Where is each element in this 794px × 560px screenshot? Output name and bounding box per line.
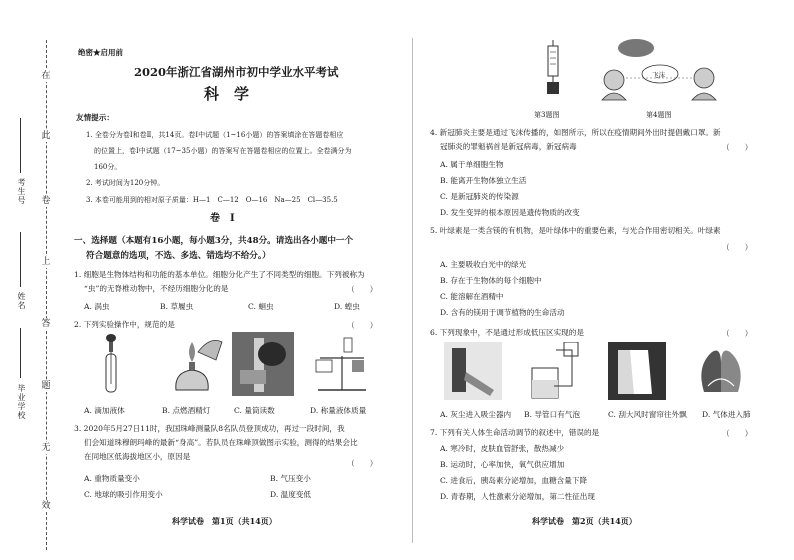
- q6-option: B. 导管口有气泡: [524, 410, 580, 419]
- page-footer: 科学试卷 第1页（共14页）: [172, 516, 277, 526]
- q6-option: D. 气体进入肺: [702, 410, 751, 419]
- q1-stem: “虫”的无脊椎动物中，不经历细胞分化的是: [84, 284, 229, 293]
- q6-stem: 6. 下列现象中，不是通过形成低压区实现的是: [430, 328, 584, 337]
- q2-option: B. 点燃酒精灯: [162, 406, 211, 415]
- q5-option: D. 含有的镁用于调节植物的生命活动: [440, 308, 565, 317]
- q3-stem: 们会知道珠穆朗玛峰的最新“身高”。若队员在珠峰顶做图示实验，测得的结果会比: [84, 438, 358, 447]
- binding-char: 效: [39, 500, 53, 512]
- q2-option: D. 称量液体质量: [310, 406, 367, 415]
- binding-char: 卷: [39, 195, 53, 207]
- subject-title: 科 学: [204, 85, 250, 103]
- q5-option: A. 主要吸收白光中的绿光: [440, 260, 527, 269]
- section-heading: 符合题意的选项，不选、多选、错选均不给分。）: [86, 251, 271, 261]
- q2-option: A. 滴加液体: [84, 406, 125, 415]
- fig4-caption: 第4题图: [646, 111, 672, 119]
- notice-line: 160分。: [94, 163, 122, 171]
- q2-answer-paren: （ ）: [347, 321, 378, 330]
- binding-dashed-line: [46, 40, 47, 550]
- q7-option: D. 青春期，人性激素分泌增加，第二性征出现: [440, 492, 595, 501]
- binding-char: 上: [39, 256, 53, 268]
- q5-option: B. 存在于生物体的每个细胞中: [440, 276, 542, 285]
- exam-title: 2020年浙江省湖州市初中学业水平考试: [134, 65, 339, 79]
- q3-option: C. 地球的吸引作用变小: [84, 490, 163, 499]
- lung-figure: [692, 342, 750, 400]
- q1-option: D. 蝗虫: [334, 302, 360, 311]
- section-heading: 一、选择题（本题有16小题，每小题3分，共48分。请选出各小题中一个: [74, 236, 354, 246]
- q3-stem: 3. 2020年5月27日11时，我国珠峰测量队8名队员登顶成功，再过一段时间，我: [74, 424, 345, 433]
- cylinder-reading-figure: [232, 332, 294, 396]
- q4-stem: 4. 新冠肺炎主要是通过飞沫传播的，如图所示，所以在疫情期间外出时提倡戴口罩。新: [430, 128, 721, 137]
- q7-option: A. 寒冷时，皮肤血管舒张，散热减少: [440, 444, 565, 453]
- q4-stem: 冠肺炎的罪魁祸首是新冠病毒，新冠病毒: [440, 142, 577, 151]
- q1-option: C. 蛔虫: [248, 302, 274, 311]
- q1-option: A. 涡虫: [84, 302, 110, 311]
- binding-char: 答: [39, 318, 53, 330]
- notice-line: 2. 考试时间为120分钟。: [86, 179, 165, 187]
- q5-option: C. 能溶解在酒精中: [440, 292, 504, 301]
- dropper-figure: [86, 334, 136, 396]
- alcohol-lamp-figure: [164, 332, 224, 396]
- q7-option: B. 运动时，心率加快，氧气供应增加: [440, 460, 565, 469]
- page-2: [428, 38, 768, 553]
- gas-bubble-figure: [526, 342, 584, 400]
- q5-stem: 5. 叶绿素是一类含镁的有机物，是叶绿体中的重要色素，与光合作用密切相关。叶绿素: [430, 226, 721, 235]
- q2-stem: 2. 下列实验操作中，规范的是: [74, 320, 175, 329]
- q3-option: B. 气压变小: [270, 474, 311, 483]
- q3-option: D. 温度变低: [270, 490, 312, 499]
- q3-option: A. 重物质量变小: [84, 474, 140, 483]
- page-divider: [412, 38, 413, 543]
- q4-option: C. 是新冠肺炎的传染源: [440, 192, 519, 201]
- q3-stem: 在同地区低海拔地区小，原因是: [84, 452, 191, 461]
- q3-answer-paren: （ ）: [347, 459, 378, 468]
- vacuum-figure: [444, 342, 502, 400]
- spring-scale-figure: [542, 40, 564, 98]
- exam-number-line: [20, 118, 21, 173]
- binding-char: 在: [39, 70, 53, 82]
- fig3-caption: 第3题图: [534, 111, 560, 119]
- exam-number-label: 考生号: [17, 178, 26, 205]
- notice-heading: 友情提示：: [76, 113, 114, 122]
- q4-option: A. 属于单细胞生物: [440, 160, 504, 169]
- page-1: [72, 38, 392, 553]
- q7-option: C. 进食后，胰岛素分泌增加，血糖含量下降: [440, 476, 588, 485]
- q6-answer-paren: （ ）: [722, 329, 753, 338]
- school-label: 毕业学校: [17, 384, 26, 420]
- volume-heading: 卷 Ⅰ: [210, 213, 235, 224]
- curtain-figure: [608, 342, 666, 400]
- q4-answer-paren: （ ）: [722, 143, 753, 152]
- school-line: [20, 328, 21, 378]
- q6-option: C. 刮大风时窗帘往外飘: [608, 410, 687, 419]
- notice-line: 的位置上，卷Ⅰ中试题（17~35小题）的答案写在答题卷相应的位置上。全卷满分为: [94, 147, 352, 155]
- q7-answer-paren: （ ）: [722, 429, 753, 438]
- binding-margin: [0, 0, 70, 560]
- q1-option: B. 草履虫: [160, 302, 194, 311]
- secret-mark: 绝密★启用前: [78, 48, 123, 57]
- binding-char: 无: [39, 442, 53, 454]
- balance-figure: [310, 332, 372, 396]
- binding-char: 此: [39, 130, 53, 142]
- q6-option: A. 灰尘进入吸尘器内: [440, 410, 512, 419]
- notice-line: 3. 本卷可能用到的相对原子质量：H—1 C—12 O—16 Na—25 Cl—35.5: [86, 196, 338, 204]
- notice-line: 1. 全卷分为卷Ⅰ和卷Ⅱ，共14页。卷Ⅰ中试题（1~16小题）的答案填涂在答题卷相应: [86, 131, 344, 139]
- droplet-label: 飞沫: [652, 71, 665, 79]
- q4-option: D. 发生变异的根本原因是遗传物质的改变: [440, 208, 580, 217]
- page-footer: 科学试卷 第2页（共14页）: [532, 516, 637, 526]
- q1-answer-paren: （ ）: [347, 285, 378, 294]
- name-label: 姓名: [17, 292, 26, 310]
- q1-stem: 1. 细胞是生物体结构和功能的基本单位。细胞分化产生了不同类型的细胞。下列被称为: [74, 270, 365, 279]
- binding-char: 题: [39, 380, 53, 392]
- q4-option: B. 能离开生物体独立生活: [440, 176, 527, 185]
- q2-option: C. 量筒读数: [234, 406, 275, 415]
- q5-answer-paren: （ ）: [722, 243, 753, 252]
- q7-stem: 7. 下列有关人体生命活动调节的叙述中，错误的是: [430, 428, 600, 437]
- name-line: [20, 232, 21, 287]
